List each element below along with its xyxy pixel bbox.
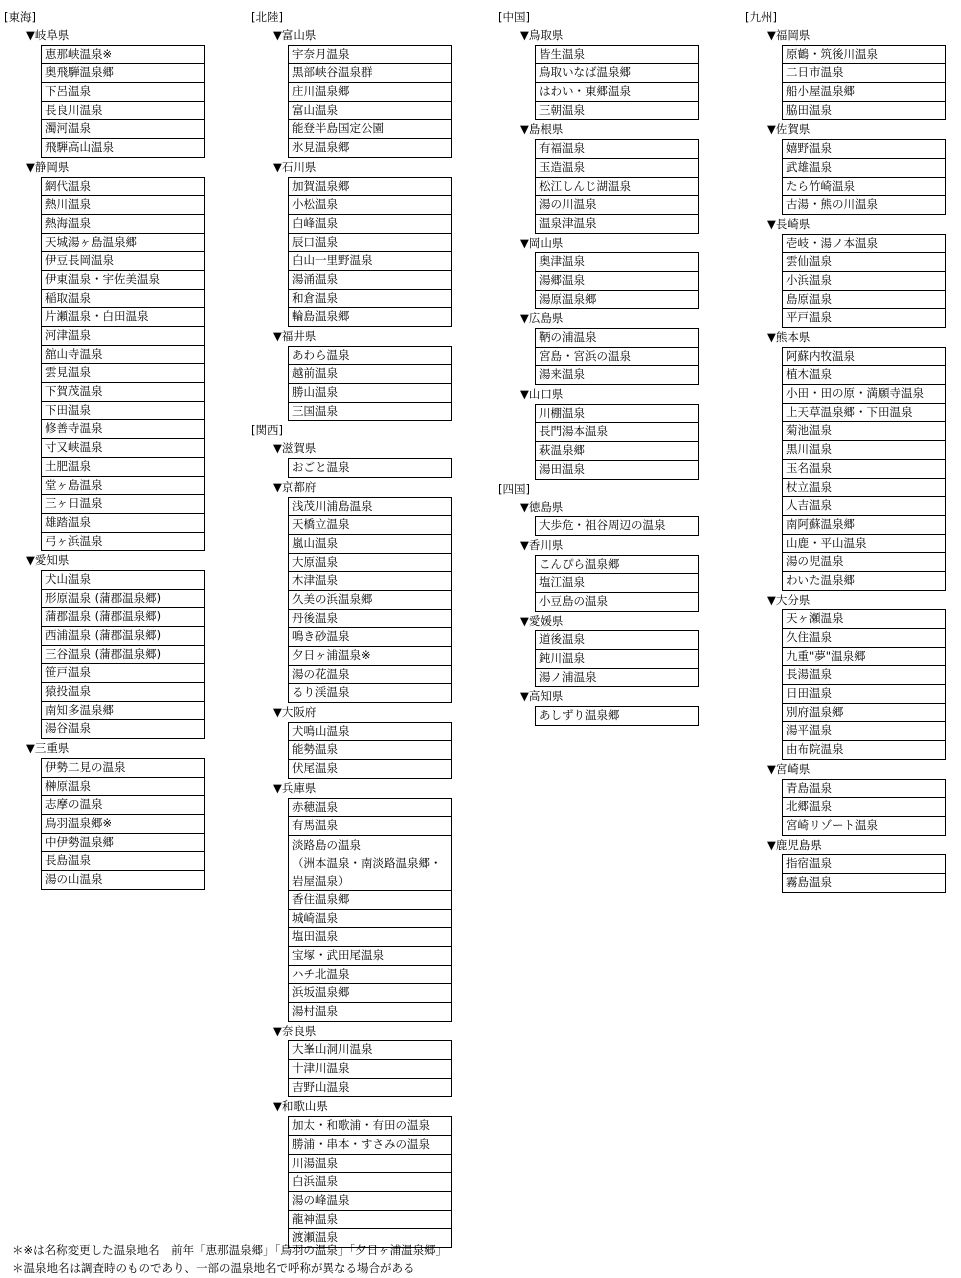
onsen-item: 寸又峡温泉 (42, 439, 204, 458)
prefecture-heading: ▼愛知県 (26, 553, 70, 568)
onsen-item: 湯の児温泉 (783, 553, 945, 572)
prefecture-heading: ▼岡山県 (520, 235, 564, 250)
onsen-item: 氷見温泉郷 (289, 139, 451, 158)
prefecture-heading: ▼佐賀県 (767, 122, 811, 137)
onsen-item: 龍神温泉 (289, 1211, 451, 1230)
onsen-item: 伏尾温泉 (289, 760, 451, 779)
prefecture-heading: ▼熊本県 (767, 330, 811, 344)
onsen-item: 堂ヶ島温泉 (42, 477, 204, 496)
onsen-list (41, 758, 205, 890)
onsen-item: こんぴら温泉郷 (536, 556, 698, 575)
prefecture-heading: ▼福岡県 (767, 28, 811, 42)
onsen-item: 鞆の浦温泉 (536, 329, 698, 348)
prefecture-heading: ▼静岡県 (26, 159, 70, 174)
onsen-item: 湯涌温泉 (289, 271, 451, 290)
onsen-item: わいた温泉郷 (783, 572, 945, 591)
column-3 (494, 8, 699, 726)
prefecture-heading: ▼滋賀県 (273, 441, 317, 456)
region-heading: [北陸] (251, 10, 283, 24)
onsen-item: 加太・和歌浦・有田の温泉 (289, 1117, 451, 1136)
onsen-item: ハチ北温泉 (289, 966, 451, 985)
onsen-item: 能勢温泉 (289, 741, 451, 760)
onsen-list (535, 516, 699, 536)
onsen-item: 天城湯ヶ島温泉郷 (42, 234, 204, 253)
onsen-item: 土肥温泉 (42, 458, 204, 477)
region-heading: [関西] (251, 423, 283, 438)
onsen-item: 長良川温泉 (42, 102, 204, 121)
onsen-item: 舘山寺温泉 (42, 346, 204, 365)
onsen-item: 湯村温泉 (289, 1003, 451, 1022)
onsen-item: 古湯・熊の川温泉 (783, 196, 945, 215)
onsen-item: 鈍川温泉 (536, 650, 698, 669)
onsen-list (41, 177, 205, 552)
onsen-item: 玉名温泉 (783, 460, 945, 479)
onsen-item: 湯の花温泉 (289, 666, 451, 685)
onsen-item: 天ヶ瀬温泉 (783, 610, 945, 629)
onsen-item: 九重"夢"温泉郷 (783, 648, 945, 667)
onsen-item: 片瀬温泉・白田温泉 (42, 308, 204, 327)
onsen-list (535, 45, 699, 121)
onsen-item: 稲取温泉 (42, 290, 204, 309)
onsen-list (288, 45, 452, 158)
onsen-list (535, 328, 699, 385)
onsen-list (535, 706, 699, 726)
onsen-item: 山鹿・平山温泉 (783, 535, 945, 554)
footnote-1: ＊※は名称変更した温泉地名 前年「恵那温泉郷」「鳥羽の温泉」「夕日ヶ浦温泉郷」 (12, 1243, 448, 1257)
onsen-item: 萩温泉郷 (536, 442, 698, 461)
prefecture-heading: ▼福井県 (273, 329, 317, 343)
onsen-item: 加賀温泉郷 (289, 178, 451, 197)
prefecture-heading: ▼鹿児島県 (767, 837, 822, 852)
column-4 (741, 8, 946, 893)
onsen-item: 人吉温泉 (783, 497, 945, 516)
onsen-item: 湯の山温泉 (42, 871, 204, 890)
onsen-item: 雄踏温泉 (42, 514, 204, 533)
onsen-item: 伊豆長岡温泉 (42, 252, 204, 271)
onsen-item-line: （洲本温泉・南淡路温泉郷・ (292, 855, 442, 870)
onsen-item: 島原温泉 (783, 291, 945, 310)
prefecture-heading: ▼奈良県 (273, 1023, 317, 1038)
onsen-item: 原鶴・筑後川温泉 (783, 46, 945, 65)
prefecture-heading: ▼大阪府 (273, 705, 317, 720)
onsen-list (782, 854, 946, 892)
region-heading: [四国] (498, 481, 530, 496)
onsen-item: 下賀茂温泉 (42, 383, 204, 402)
prefecture-heading: ▼鳥取県 (520, 28, 564, 42)
onsen-item: 道後温泉 (536, 631, 698, 650)
onsen-item: 長湯温泉 (783, 666, 945, 685)
prefecture-heading: ▼長崎県 (767, 216, 811, 231)
onsen-list (288, 346, 452, 422)
region-heading: [中国] (498, 10, 530, 24)
onsen-item: 伊東温泉・宇佐美温泉 (42, 271, 204, 290)
onsen-item: 修善寺温泉 (42, 420, 204, 439)
onsen-item: 有馬温泉 (289, 817, 451, 836)
onsen-item: 塩田温泉 (289, 928, 451, 947)
onsen-list (535, 404, 699, 480)
onsen-list (288, 1040, 452, 1097)
prefecture-heading: ▼大分県 (767, 592, 811, 607)
onsen-item: 湯ノ浦温泉 (536, 669, 698, 688)
onsen-item: 長島温泉 (42, 852, 204, 871)
onsen-item: 脇田温泉 (783, 102, 945, 121)
onsen-list (535, 630, 699, 687)
onsen-item: 能登半島国定公園 (289, 120, 451, 139)
onsen-item: 壱岐・湯ノ本温泉 (783, 235, 945, 254)
onsen-item: 庄川温泉郷 (289, 83, 451, 102)
prefecture-heading: ▼宮崎県 (767, 761, 811, 776)
onsen-item: 白山一里野温泉 (289, 252, 451, 271)
onsen-item: 湯平温泉 (783, 722, 945, 741)
onsen-item: 上天草温泉郷・下田温泉 (783, 404, 945, 423)
onsen-list (782, 609, 946, 760)
prefecture-heading: ▼富山県 (273, 28, 317, 42)
prefecture-heading: ▼島根県 (520, 122, 564, 137)
footnote-2: ＊温泉地名は調査時のものであり、一部の温泉地名で呼称が異なる場合がある (12, 1261, 415, 1275)
onsen-item: 網代温泉 (42, 178, 204, 197)
onsen-list (782, 779, 946, 836)
prefecture-heading: ▼兵庫県 (273, 780, 317, 795)
onsen-item: 長門湯本温泉 (536, 423, 698, 442)
onsen-item: 赤穂温泉 (289, 799, 451, 818)
onsen-list (288, 1116, 452, 1248)
onsen-item: 輪島温泉郷 (289, 308, 451, 327)
onsen-item: 有福温泉 (536, 140, 698, 159)
onsen-item: 下田温泉 (42, 402, 204, 421)
onsen-item: 鳥取いなば温泉郷 (536, 64, 698, 83)
onsen-item: 猿投温泉 (42, 683, 204, 702)
onsen-item-line: 淡路島の温泉 (292, 837, 361, 852)
onsen-item: 宮崎リゾート温泉 (783, 817, 945, 836)
onsen-item: 川湯温泉 (289, 1155, 451, 1174)
region-heading: [九州] (745, 10, 777, 24)
onsen-item: たら竹崎温泉 (783, 178, 945, 197)
onsen-list (41, 45, 205, 158)
onsen-item: 浜坂温泉郷 (289, 984, 451, 1003)
onsen-item: 宮島・宮浜の温泉 (536, 348, 698, 367)
column-1 (0, 8, 205, 890)
onsen-item: 黒部峡谷温泉群 (289, 64, 451, 83)
onsen-item: 湯の峰温泉 (289, 1192, 451, 1211)
prefecture-heading: ▼石川県 (273, 159, 317, 174)
prefecture-heading: ▼愛媛県 (520, 613, 564, 628)
onsen-item: 大歩危・祖谷周辺の温泉 (536, 517, 698, 536)
onsen-item: 湯原温泉郷 (536, 291, 698, 310)
onsen-item: 大原温泉 (289, 554, 451, 573)
onsen-item: 青島温泉 (783, 780, 945, 799)
onsen-list (535, 139, 699, 233)
onsen-item: 西浦温泉 (蒲郡温泉郷) (42, 627, 204, 646)
onsen-item: 湯来温泉 (536, 366, 698, 385)
onsen-item: 勝山温泉 (289, 384, 451, 403)
onsen-item: 笹戸温泉 (42, 664, 204, 683)
onsen-item: 菊池温泉 (783, 422, 945, 441)
onsen-item: 十津川温泉 (289, 1060, 451, 1079)
column-2 (247, 8, 452, 1248)
onsen-item: 川棚温泉 (536, 405, 698, 424)
onsen-item: 下呂温泉 (42, 83, 204, 102)
prefecture-heading: ▼高知県 (520, 689, 564, 704)
onsen-item: 榊原温泉 (42, 778, 204, 797)
onsen-item: 三朝温泉 (536, 102, 698, 121)
onsen-item: 武雄温泉 (783, 159, 945, 178)
onsen-item: 志摩の温泉 (42, 796, 204, 815)
onsen-item: 嬉野温泉 (783, 140, 945, 159)
onsen-item: 渡瀬温泉 (289, 1229, 451, 1248)
onsen-item: 富山温泉 (289, 102, 451, 121)
onsen-item: 吉野山温泉 (289, 1079, 451, 1098)
onsen-item: るり渓温泉 (289, 684, 451, 703)
onsen-item: 濁河温泉 (42, 120, 204, 139)
onsen-item: 香住温泉郷 (289, 891, 451, 910)
onsen-item: 湯の川温泉 (536, 196, 698, 215)
onsen-item: 由布院温泉 (783, 741, 945, 760)
onsen-item: 宇奈月温泉 (289, 46, 451, 65)
onsen-item: 黒川温泉 (783, 441, 945, 460)
onsen-list (782, 347, 946, 591)
onsen-item: おごと温泉 (289, 459, 451, 478)
onsen-item: 辰口温泉 (289, 234, 451, 253)
onsen-item: 久美の浜温泉郷 (289, 591, 451, 610)
onsen-item: 河津温泉 (42, 327, 204, 346)
onsen-item: 奥飛騨温泉郷 (42, 64, 204, 83)
onsen-list (288, 798, 452, 1022)
prefecture-heading: ▼山口県 (520, 387, 564, 402)
onsen-item: 嵐山温泉 (289, 535, 451, 554)
onsen-item: 城崎温泉 (289, 910, 451, 929)
onsen-item: 勝浦・串本・すさみの温泉 (289, 1136, 451, 1155)
onsen-item: 弓ヶ浜温泉 (42, 533, 204, 552)
onsen-item: 飛騨高山温泉 (42, 139, 204, 158)
onsen-item: 小豆島の温泉 (536, 593, 698, 612)
onsen-item: 久住温泉 (783, 629, 945, 648)
onsen-item: 船小屋温泉郷 (783, 83, 945, 102)
onsen-list (41, 570, 205, 739)
prefecture-heading: ▼京都府 (273, 479, 317, 494)
onsen-item: 越前温泉 (289, 365, 451, 384)
onsen-item: 二日市温泉 (783, 64, 945, 83)
footnotes (12, 1241, 447, 1277)
onsen-item: 奥津温泉 (536, 253, 698, 272)
onsen-item: 宝塚・武田尾温泉 (289, 947, 451, 966)
onsen-list (288, 177, 452, 328)
onsen-item: 松江しんじ湖温泉 (536, 178, 698, 197)
onsen-item: 温泉津温泉 (536, 215, 698, 234)
onsen-item: はわい・東郷温泉 (536, 83, 698, 102)
onsen-item: 恵那峡温泉※ (42, 46, 204, 65)
onsen-item: 湯田温泉 (536, 461, 698, 480)
prefecture-heading: ▼香川県 (520, 537, 564, 552)
onsen-item: 白浜温泉 (289, 1173, 451, 1192)
prefecture-heading: ▼三重県 (26, 741, 70, 756)
onsen-item: 霧島温泉 (783, 874, 945, 893)
onsen-list (288, 497, 452, 704)
onsen-list (288, 458, 452, 478)
onsen-item: 小松温泉 (289, 196, 451, 215)
onsen-item: 蒲郡温泉 (蒲郡温泉郷) (42, 608, 204, 627)
onsen-item: あしずり温泉郷 (536, 707, 698, 726)
onsen-item: 形原温泉 (蒲郡温泉郷) (42, 590, 204, 609)
onsen-item: あわら温泉 (289, 347, 451, 366)
onsen-item: 雲見温泉 (42, 364, 204, 383)
onsen-item: 犬鳴山温泉 (289, 723, 451, 742)
onsen-item: 南知多温泉郷 (42, 702, 204, 721)
onsen-item-line: 岩屋温泉） (292, 873, 350, 888)
onsen-item: 天橋立温泉 (289, 516, 451, 535)
onsen-item: 丹後温泉 (289, 610, 451, 629)
onsen-item: 小田・田の原・満願寺温泉 (783, 385, 945, 404)
onsen-item: 阿蘇内牧温泉 (783, 348, 945, 367)
onsen-item: 三谷温泉 (蒲郡温泉郷) (42, 646, 204, 665)
onsen-item: 夕日ヶ浦温泉※ (289, 647, 451, 666)
onsen-item: 三ヶ日温泉 (42, 495, 204, 514)
onsen-item: 大峯山洞川温泉 (289, 1041, 451, 1060)
onsen-item: 湯郷温泉 (536, 272, 698, 291)
onsen-item: 浅茂川浦島温泉 (289, 498, 451, 517)
onsen-item: 指宿温泉 (783, 855, 945, 874)
onsen-item: 北郷温泉 (783, 798, 945, 817)
region-heading: [東海] (4, 10, 36, 24)
prefecture-heading: ▼岐阜県 (26, 28, 70, 42)
onsen-item: 平戸温泉 (783, 309, 945, 328)
onsen-item: 植木温泉 (783, 366, 945, 385)
onsen-item: 鳥羽温泉郷※ (42, 815, 204, 834)
onsen-item: 玉造温泉 (536, 159, 698, 178)
onsen-item: 中伊勢温泉郷 (42, 834, 204, 853)
onsen-list (535, 555, 699, 612)
onsen-item: 湯谷温泉 (42, 720, 204, 739)
onsen-item: 杖立温泉 (783, 479, 945, 498)
onsen-item: 犬山温泉 (42, 571, 204, 590)
onsen-list (782, 45, 946, 121)
onsen-item: 南阿蘇温泉郷 (783, 516, 945, 535)
onsen-item: 塩江温泉 (536, 574, 698, 593)
onsen-item: 皆生温泉 (536, 46, 698, 65)
onsen-item: 日田温泉 (783, 685, 945, 704)
onsen-item: 木津温泉 (289, 572, 451, 591)
onsen-list (782, 234, 946, 328)
onsen-item: 雲仙温泉 (783, 253, 945, 272)
onsen-item: 別府温泉郷 (783, 704, 945, 723)
onsen-item: 白峰温泉 (289, 215, 451, 234)
onsen-item: 小浜温泉 (783, 272, 945, 291)
onsen-list (288, 722, 452, 779)
prefecture-heading: ▼徳島県 (520, 499, 564, 514)
onsen-item: 三国温泉 (289, 403, 451, 422)
onsen-item: 和倉温泉 (289, 290, 451, 309)
onsen-item: 鳴き砂温泉 (289, 628, 451, 647)
onsen-list (782, 139, 946, 215)
prefecture-heading: ▼和歌山県 (273, 1099, 328, 1114)
onsen-item: 伊勢二見の温泉 (42, 759, 204, 778)
onsen-list (535, 252, 699, 309)
prefecture-heading: ▼広島県 (520, 311, 564, 326)
onsen-item (289, 836, 451, 891)
onsen-item: 熱川温泉 (42, 196, 204, 215)
onsen-item: 熱海温泉 (42, 215, 204, 234)
